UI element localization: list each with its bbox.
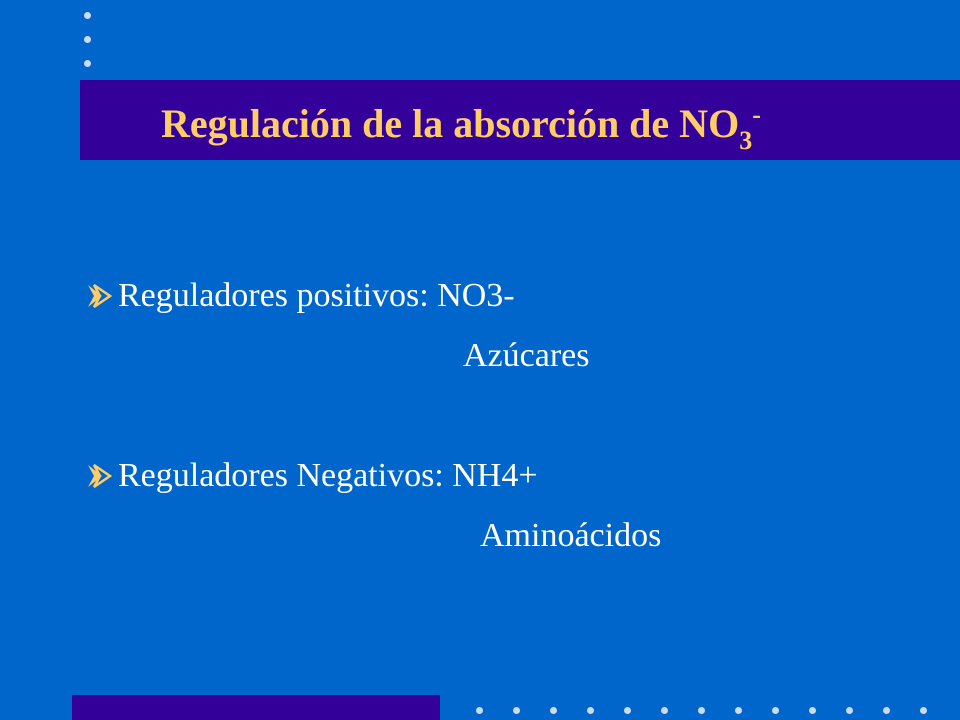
bullet-item bbox=[86, 276, 515, 316]
arrow-bullet-icon bbox=[86, 461, 114, 491]
title-subscript: 3 bbox=[739, 126, 753, 155]
decorative-dot bbox=[513, 707, 520, 714]
decorative-dot bbox=[883, 707, 890, 714]
decorative-dot bbox=[809, 707, 816, 714]
decorative-dot bbox=[698, 707, 705, 714]
decorative-dot bbox=[550, 707, 557, 714]
decorative-dot bbox=[920, 707, 927, 714]
bullet-continuation: Aminoácidos bbox=[480, 517, 662, 554]
title-superscript: - bbox=[752, 100, 761, 129]
title-main: Regulación de la absorción de NO bbox=[161, 101, 740, 146]
decorative-dot bbox=[624, 707, 631, 714]
decorative-dot bbox=[661, 707, 668, 714]
bullet-item bbox=[86, 456, 538, 496]
bottom-bar bbox=[72, 695, 440, 720]
bullet-text: Reguladores positivos: NO3- bbox=[118, 277, 515, 314]
arrow-bullet-icon bbox=[86, 281, 114, 311]
decorative-dot bbox=[84, 36, 91, 43]
decorative-dot bbox=[735, 707, 742, 714]
bullet-continuation: Azúcares bbox=[463, 337, 590, 374]
bullet-text: Reguladores Negativos: NH4+ bbox=[118, 457, 538, 494]
decorative-dot bbox=[772, 707, 779, 714]
slide-title bbox=[161, 100, 761, 153]
decorative-dot bbox=[846, 707, 853, 714]
decorative-dot bbox=[587, 707, 594, 714]
decorative-dot bbox=[84, 12, 91, 19]
decorative-dot bbox=[476, 707, 483, 714]
decorative-dot bbox=[84, 60, 91, 67]
